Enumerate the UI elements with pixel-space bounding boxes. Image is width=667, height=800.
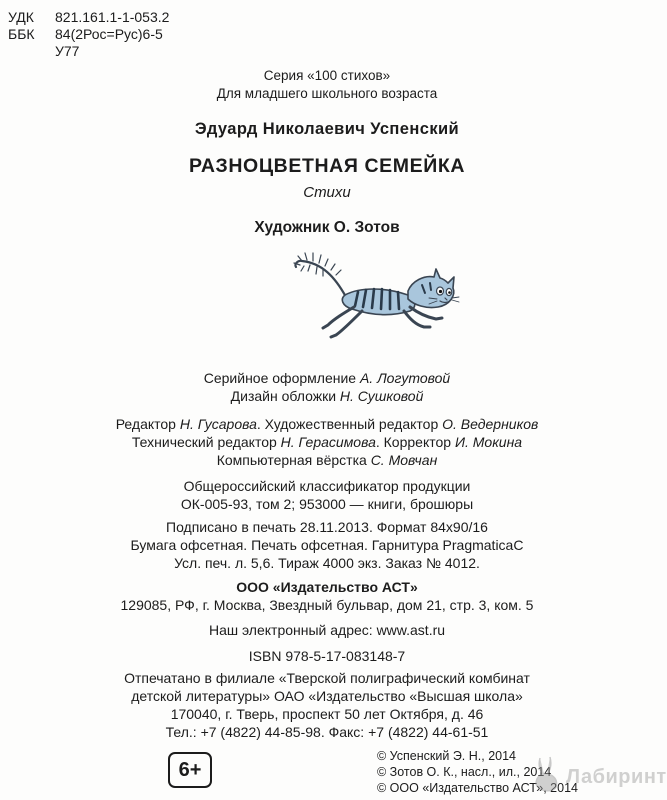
author-mark: У77 [55, 43, 80, 59]
copyright-line-1: © Успенский Э. Н., 2014 [377, 749, 517, 763]
bbk-value: 84(2Рос=Рус)6-5 [55, 26, 163, 42]
printer-line-4: Тел.: +7 (4822) 44-85-98. Факс: +7 (4822) 44-61-51 [165, 724, 489, 740]
design-block [0, 369, 654, 405]
tech-editor-name: Н. Герасимова [280, 434, 376, 450]
printer-line-2: детской литературы» ОАО «Издательство «Высшая школа» [131, 688, 523, 704]
bbk-label: ББК [8, 26, 35, 42]
copyright-line-3: © ООО «Издательство АСТ», 2014 [377, 781, 578, 795]
editors-line: Редактор Н. Гусарова. Художественный редактор О. Ведерников [115, 416, 539, 432]
printer-line-1: Отпечатано в филиале «Тверской полиграфический комбинат [124, 670, 530, 686]
tech-editor-line: Технический редактор Н. Герасимова. Корректор И. Мокина [131, 434, 523, 450]
series-designer-name: А. Логутовой [359, 370, 451, 386]
isbn: ISBN 978-5-17-083148-7 [248, 648, 406, 664]
print-line-2: Бумага офсетная. Печать офсетная. Гарнитура PragmaticaC [130, 537, 524, 553]
series-line: Серия «100 стихов» [263, 68, 391, 83]
staff-block [0, 415, 654, 469]
print-line-1: Подписано в печать 28.11.2013. Формат 84х90/16 [166, 519, 488, 535]
publisher-email: Наш электронный адрес: www.ast.ru [208, 622, 446, 638]
udk-label: УДК [8, 9, 34, 25]
udk-value: 821.161.1-1-053.2 [55, 9, 170, 25]
editor-name: Н. Гусарова [179, 416, 257, 432]
age-group-line: Для младшего школьного возраста [216, 86, 438, 101]
author-mark-line [8, 43, 169, 60]
art-editor-name: О. Ведерников [442, 416, 539, 432]
bbk-line [8, 26, 169, 43]
classifier-line-1: Общероссийский классификатор продукции [183, 478, 471, 494]
book-title: РАЗНОЦВЕТНАЯ СЕМЕЙКА [188, 155, 466, 177]
layout-line: Компьютерная вёрстка С. Мовчан [216, 452, 438, 468]
cover-designer-name: Н. Сушковой [339, 388, 424, 404]
illustrator-line: Художник О. Зотов [254, 219, 400, 236]
printer-line-3: 170040, г. Тверь, проспект 50 лет Октября, д. 46 [170, 706, 484, 722]
author-name: Эдуард Николаевич Успенский [194, 120, 460, 138]
layout-designer-name: С. Мовчан [370, 452, 438, 468]
publisher-address: 129085, РФ, г. Москва, Звездный бульвар, дом 21, стр. 3, ком. 5 [120, 597, 534, 613]
watermark-text: Лабиринт [566, 766, 667, 788]
copyright-line-2: © Зотов О. К., насл., ил., 2014 [377, 765, 552, 779]
udk-line [8, 9, 169, 26]
print-line-3: Усл. печ. л. 5,6. Тираж 4000 экз. Заказ № 4012. [174, 555, 480, 571]
corrector-name: И. Мокина [454, 434, 523, 450]
genre-label: Стихи [303, 184, 351, 201]
printer-block [0, 669, 654, 741]
catalog-codes [8, 9, 169, 60]
publisher-name: ООО «Издательство АСТ» [236, 579, 418, 595]
series-design-line: Серийное оформление А. Логутовой [203, 370, 451, 386]
cover-design-line: Дизайн обложки Н. Сушковой [230, 388, 424, 404]
rabbit-icon [530, 754, 564, 794]
watermark [530, 752, 667, 796]
print-block [0, 518, 654, 572]
cat-icon [290, 243, 460, 343]
classifier-line-2: ОК-005-93, том 2; 953000 — книги, брошюры [180, 496, 474, 512]
age-rating-badge: 6+ [168, 752, 212, 788]
classifier-block [0, 477, 654, 513]
